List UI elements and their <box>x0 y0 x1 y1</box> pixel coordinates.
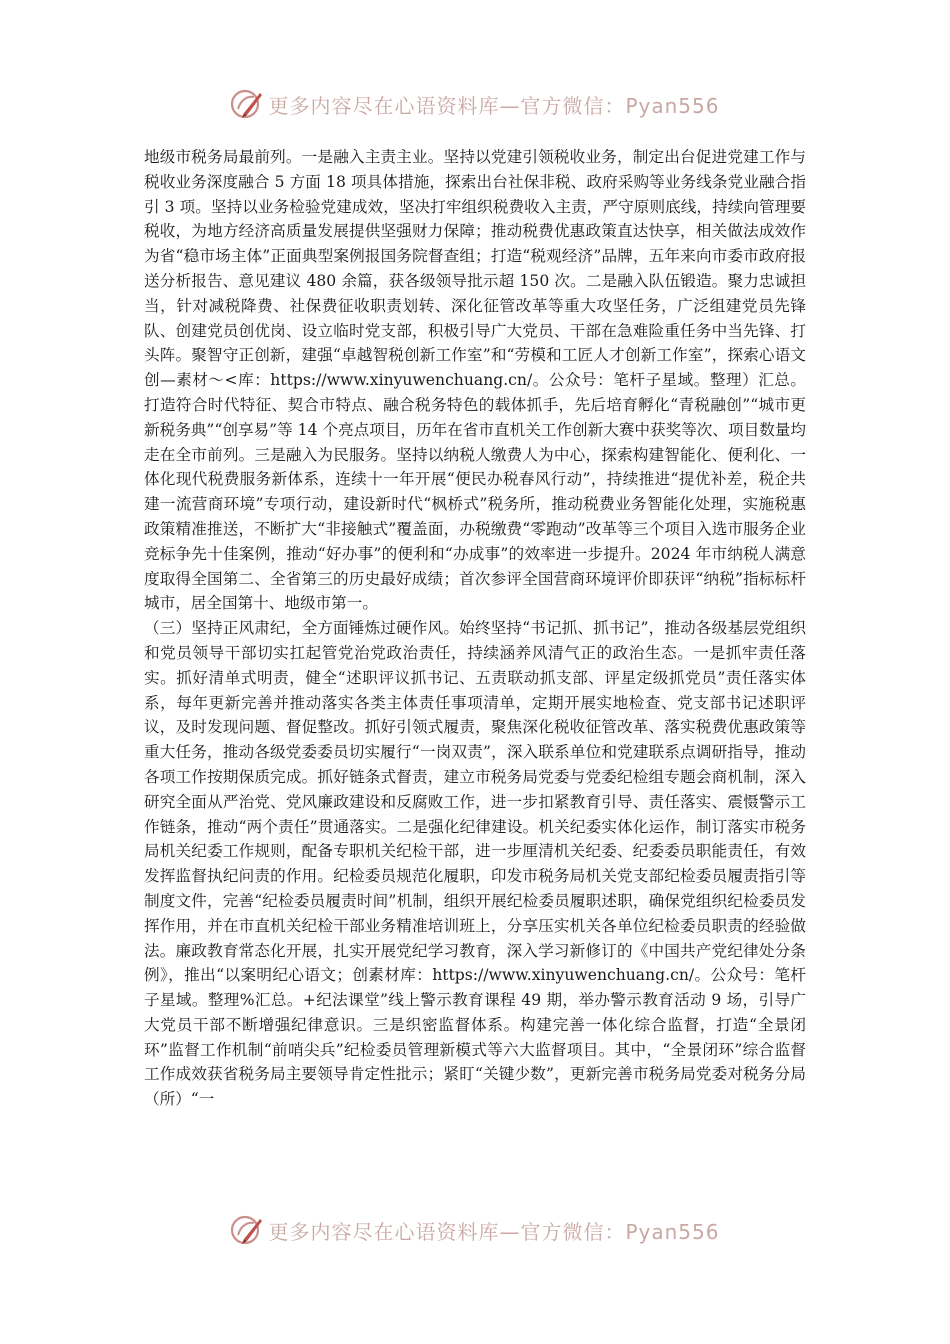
pen-logo-icon <box>230 87 264 121</box>
footer-banner <box>0 1208 950 1252</box>
banner-text: 更多内容尽在心语资料库—官方微信：Pyan556 <box>268 1219 720 1244</box>
pen-logo-icon <box>230 1213 264 1247</box>
paragraph-1: 地级市税务局最前列。一是融入主责主业。坚持以党建引领税收业务，制定出台促进党建工作与税收业务深度融合 5 方面 18 项具体措施，探索出台社保非税、政府采购等业务线条党业融合指引 3 项。坚持以业务检验党建成效，坚决打牢组织税费收入主责，严守原则底线，持续向管理要税收，为地方经济高质量发展提供坚强财力保障；推动税费优惠政策直达快享，相关做法成效作为省“稳市场主体”正面典型案例报国务院督查组；打造“税观经济”品牌，五年来向市委市政府报送分析报告、意见建议 480 余篇，获各级领导批示超 150 次。二是融入队伍锻造。聚力忠诚担当，针对减税降费、社保费征收职责划转、深化征管改革等重大攻坚任务，广泛组建党员先锋队、创建党员创优岗、设立临时党支部，积极引导广大党员、干部在急难险重任务中当先锋、打头阵。聚智守正创新，建强“卓越智税创新工作室”和“劳模和工匠人才创新工作室”，探索心语文创—素材～<库：https://www.xinyuwenchuang.cn/。公众号：笔杆子星域。整理）汇总。打造符合时代特征、契合市特点、融合税务特色的载体抓手，先后培育孵化“青税融创”“城市更新税务典”“创享易”等 14 个亮点项目，历年在省市直机关工作创新大赛中获奖等次、项目数量均走在全市前列。三是融入为民服务。坚持以纳税人缴费人为中心，探索构建智能化、便利化、一体化现代税费服务新体系，连续十一年开展“便民办税春风行动”，持续推进“提优补差，税企共建一流营商环境”专项行动，建设新时代“枫桥式”税务所，推动税费业务智能化处理，实施税惠政策精准推送，不断扩大“非接触式”覆盖面，办税缴费“零跑动”改革等三个项目入选市服务企业竞标争先十佳案例，推动“好办事”的便利和“办成事”的效率进一步提升。2024 年市纳税人满意度取得全国第二、全省第三的历史最好成绩；首次参评全国营商环境评价即获评“纳税”指标标杆城市，居全国第十、地级市第一。 <box>144 148 806 613</box>
banner-text: 更多内容尽在心语资料库—官方微信：Pyan556 <box>268 93 720 118</box>
paragraph-2: （三）坚持正风肃纪，全方面锤炼过硬作风。始终坚持“书记抓、抓书记”，推动各级基层党组织和党员领导干部切实扛起管党治党政治责任，持续涵养风清气正的政治生态。一是抓牢责任落实。抓好清单式明责，健全“述职评议抓书记、五责联动抓支部、评星定级抓党员”责任落实体系，每年更新完善并推动落实各类主体责任事项清单，定期开展实地检查、党支部书记述职评议，及时发现问题、督促整改。抓好引领式履责，聚焦深化税收征管改革、落实税费优惠政策等重大任务，推动各级党委委员切实履行“一岗双责”，深入联系单位和党建联系点调研指导，推动各项工作按期保质完成。抓好链条式督责，建立市税务局党委与党委纪检组专题会商机制，深入研究全面从严治党、党风廉政建设和反腐败工作，进一步扣紧教育引导、责任落实、震慑警示工作链条，推动“两个责任”贯通落实。二是强化纪律建设。机关纪委实体化运作，制订落实市税务局机关纪委工作规则，配备专职机关纪检干部，进一步厘清机关纪委、纪委委员职能责任，有效发挥监督执纪问责的作用。纪检委员规范化履职，印发市税务局机关党支部纪检委员履责指引等制度文件，完善“纪检委员履责时间”机制，组织开展纪检委员履职述职，确保党组织纪检委员发挥作用，并在市直机关纪检干部业务精准培训班上，分享压实机关各单位纪检委员职责的经验做法。廉政教育常态化开展，扎实开展党纪学习教育，深入学习新修订的《中国共产党纪律处分条例》，推出“以案明纪心语文；创素材库：https://www.xinyuwenchuang.cn/。公众号：笔杆子星域。整理%汇总。+纪法课堂”线上警示教育课程 49 期，举办警示教育活动 9 场，引导广大党员干部不断增强纪律意识。三是织密监督体系。构建完善一体化综合监督，打造“全景闭环”监督工作机制“前哨尖兵”纪检委员管理新模式等六大监督项目。其中，“全景闭环”综合监督工作成效获省税务局主要领导肯定性批示；紧盯“关键少数”，更新完善市税务局党委对税务分局（所）“一 <box>144 619 806 1109</box>
header-banner <box>0 82 950 126</box>
document-body <box>144 145 806 1112</box>
